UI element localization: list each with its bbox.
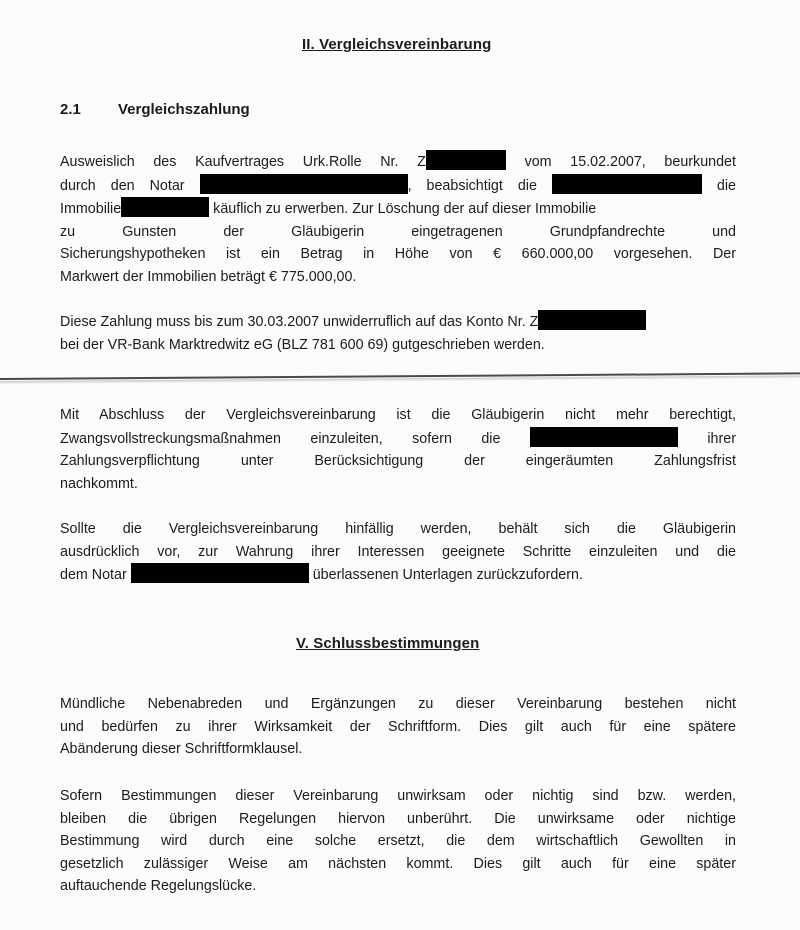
subsection-heading [60,101,250,118]
text-line: bei der VR-Bank Marktredwitz eG (BLZ 781 600 69) gutgeschrieben werden. [60,336,545,353]
section-heading-schlussbestimmungen: V. Schlussbestimmungen [296,635,480,652]
text-fragment: überlassenen Unterlagen zurückzufordern. [312,567,583,584]
text-line: Mündliche Nebenabreden und Ergänzungen zu dieser Vereinbarung bestehen nicht [60,696,736,712]
text-fragment: Diese Zahlung muss bis zum 30.03.2007 unwiderruflich auf das Konto Nr. Z [60,314,539,330]
paragraph-written-form [60,693,736,761]
paragraph-payment-deadline [60,310,760,356]
paragraph-invalidity [60,518,736,587]
text-line [60,563,736,587]
text-fragment: , beabsichtigt die [407,177,537,194]
text-line [60,427,736,451]
text-fragment: Zwangsvollstreckungsmaßnahmen einzuleiten, sofern die [60,430,501,447]
text-line: zu Gunsten der Gläubigerin eingetragenen Grundpfandrechte und [60,223,736,240]
text-line: Sicherungshypotheken ist ein Betrag in Höhe von € 660.000,00 vorgesehen. Der [60,246,736,263]
text-fragment: käuflich zu erwerben. Zur Löschung der auf dieser Immobilie [213,201,597,218]
section-heading-vergleichsvereinbarung: II. Vergleichsvereinbarung [302,36,492,53]
paragraph-payment-purpose [60,150,736,289]
text-line: Sofern Bestimmungen dieser Vereinbarung unwirksam oder nichtig sind bzw. werden, [60,788,736,804]
text-line: Bestimmung wird durch eine solche ersetzt, die dem wirtschaftlich Gewollten in [60,833,736,850]
text-line: Markwert der Immobilien beträgt € 775.000,00. [60,268,357,285]
text-line: Zahlungsverpflichtung unter Berücksichtigung der eingeräumten Zahlungsfrist [60,453,736,470]
text-line: Abänderung dieser Schriftformklausel. [60,741,303,758]
text-fragment: dem Notar [60,567,127,584]
paragraph-severability [60,785,736,898]
text-line [60,150,736,174]
text-line [60,310,760,334]
text-line: Sollte die Vergleichsvereinbarung hinfällig werden, behält sich die Gläubigerin [60,521,736,537]
text-line: auftauchende Regelungslücke. [60,878,257,895]
text-line: und bedürfen zu ihrer Wirksamkeit der Schriftform. Dies gilt auch für eine spätere [60,718,736,735]
redaction-bar [200,174,408,194]
text-line [60,197,736,221]
redaction-bar [121,197,209,217]
redaction-bar [552,174,702,194]
text-line: bleiben die übrigen Regelungen hiervon unberührt. Die unwirksame oder nichtige [60,810,736,827]
text-fragment: ihrer [707,430,736,447]
text-fragment: vom 15.02.2007, beurkundet [524,154,736,170]
text-line: nachkommt. [60,475,138,492]
subsection-title: Vergleichszahlung [118,101,250,118]
subsection-number: 2.1 [60,101,81,118]
text-fragment: durch den Notar [60,177,185,194]
redaction-bar [530,427,678,447]
redaction-bar [131,563,309,583]
text-line: ausdrücklich vor, zur Wahrung ihrer Interessen geeignete Schritte einzuleiten und die [60,543,736,560]
text-line: gesetzlich zulässiger Weise am nächsten kommt. Dies gilt auch für eine später [60,855,736,872]
text-line: Mit Abschluss der Vergleichsvereinbarung ist die Gläubigerin nicht mehr berechtigt, [60,407,736,423]
text-line [60,174,736,198]
paragraph-enforcement [60,404,736,495]
redaction-bar [538,310,646,330]
text-fragment: Ausweislich des Kaufvertrages Urk.Rolle Nr. Z [60,154,426,170]
redaction-bar [426,150,506,170]
text-fragment: Immobilie [60,201,122,218]
text-fragment: die [716,177,736,194]
